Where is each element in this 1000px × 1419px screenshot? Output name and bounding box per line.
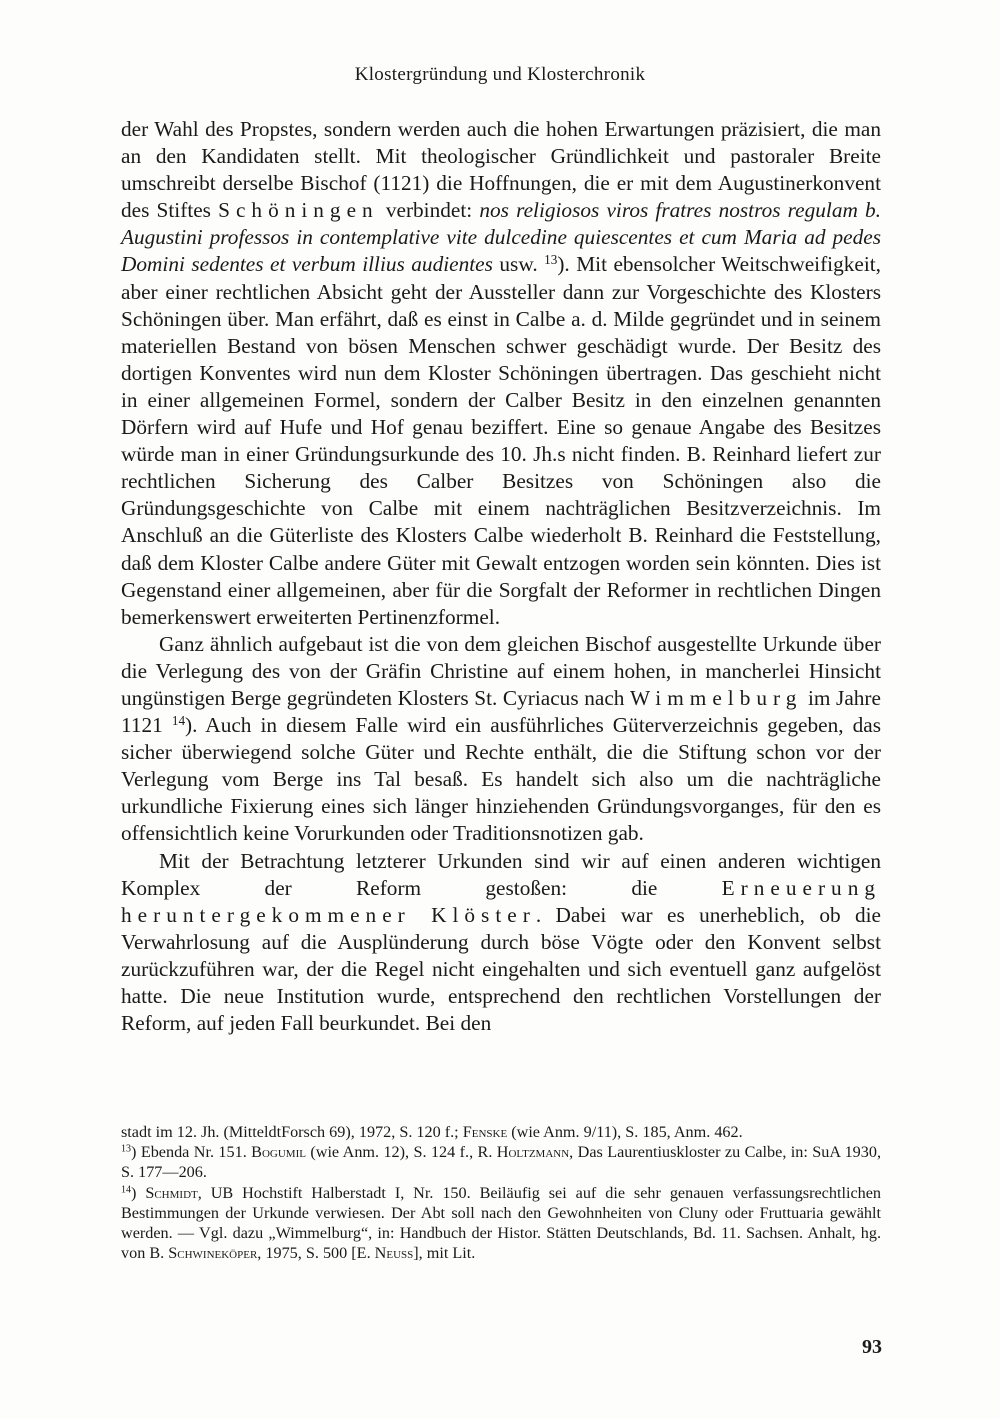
main-text bbox=[121, 116, 881, 1037]
footnote-ref-14: 14 bbox=[171, 712, 186, 728]
author-name: Neuss bbox=[374, 1244, 414, 1263]
footnotes bbox=[121, 1122, 881, 1263]
spaced-emphasis: Erneuerung heruntergekommener Klöster bbox=[121, 875, 881, 927]
paragraph-3: Mit der Betrachtung letzterer Urkunden sind wir auf einen anderen wichtigen Komplex der Reform gestoßen: die Erneuerung heruntergekommener Klöster. Dabei war es unerheblich, ob die Verwahrlosung auf die Ausplünderung durch böse Vögte oder den Konvent selbst zurückzuführen war, der die Regel nicht eingehalten und sich eventuell ganz aufgelöst hatte. Die neue Institution wurde, entsprechend den rechtlichen Vorstellungen der Reform, auf jeden Fall beurkundet. Bei den bbox=[121, 848, 882, 1036]
latin-quotation: nos religiosos viros fratres nostros regulam b. Augustini professos in contemplative vite dulcedine quiescentes et cum Maria ad pedes Domini sedentes et verbum illius audientes bbox=[121, 198, 881, 277]
author-name: Fenske bbox=[462, 1123, 508, 1141]
author-name: Schwineköper bbox=[168, 1244, 258, 1263]
footnote-number: 13 bbox=[121, 1143, 132, 1155]
footnote-continuation: stadt im 12. Jh. (MitteldtForsch 69), 1972, S. 120 f.; Fenske (wie Anm. 9/11), S. 185, Anm. 462. bbox=[121, 1123, 743, 1141]
running-head: Klostergründung und Klosterchronik bbox=[354, 64, 646, 85]
paragraph-2: Ganz ähnlich aufgebaut ist die von dem gleichen Bischof ausgestellte Urkunde über die Verlegung des von der Gräfin Christine auf einem hohen, in mancherlei Hinsicht ungünstigen Berge gegründeten Klosters St. Cyriacus nach Wimmelburg im Jahre 1121 $^{14}$). Auch in diesem Falle wird ein ausführliches Güterverzeichnis gegeben, das sicher überwiegend solche Güter und Rechte enthält, die die Stiftung schon vor der Verlegung vom Berge ins Tal besaß. Es handelt sich also um die nachträgliche urkundliche Fixierung eines sich länger hinziehenden Gründungsvorganges, für den es offensichtlich keine Vorurkunden oder Traditionsnotizen gab. bbox=[121, 631, 881, 846]
page-number: 93 bbox=[862, 1336, 882, 1358]
footnote-number: 14 bbox=[121, 1184, 132, 1196]
paragraph-1: der Wahl des Propstes, sondern werden auch die hohen Erwartungen präzisiert, die man an den Kandidaten stellt. Mit theologischer Gründlichkeit und pastoraler Breite umschreibt derselbe Bischof (1121) die Hoffnungen, die er mit dem Augustinerkonvent des Stiftes Schöningen verbindet: nos religiosos viros fratres nostros regulam b. Augustini professos in contemplative vite dulcedine quiescentes et cum Maria ad pedes Domini sedentes et verbum illius audientes usw. $^{13}$). Mit ebensolcher Weitschweifigkeit, aber einer rechtlichen Absicht geht der Aussteller dann zur Vorgeschichte des Klosters Schöningen über. Man erfährt, daß es einst in Calbe a. d. Milde gegründet und in seinem materiellen Bestand von bösen Menschen schwer geschädigt wurde. Der Besitz des dortigen Konventes wird nun dem Kloster Schöningen übertragen. Das geschieht nicht in einer allgemeinen Formel, sondern der Calber Besitz in den einzelnen genannten Dörfern wird auf Hufe und Hof genau beziffert. Eine so genaue Angabe des Besitzes würde man in einer Gründungsurkunde des 10. Jh.s nicht finden. B. Reinhard liefert zur rechtlichen Sicherung des Calber Besitzes von Schöningen also die Gründungsgeschichte von Calbe mit einem nachträglichen Besitzverzeichnis. Im Anschluß an die Güterliste des Klosters Calbe wiederholt B. Reinhard die Feststellung, daß dem Kloster Calbe andere Güter mit Gewalt entzogen worden sein könnten. Dies ist Gegenstand einer allgemeinen, aber für die Sorgfalt der Reformer in rechtlichen Dingen bemerkenswert erweiterten Pertinenzformel. bbox=[121, 117, 881, 629]
author-name: Holtzmann bbox=[496, 1143, 570, 1162]
footnote-ref-13: 13 bbox=[544, 252, 558, 268]
author-name: Bogumil bbox=[251, 1143, 306, 1162]
footnote-13: $^{13}$) Ebenda Nr. 151. Bogumil (wie Anm. 12), S. 124 f., R. Holtzmann, Das Laurentiuskloster zu Calbe, in: SuA 1930, S. 177—206. bbox=[121, 1143, 881, 1182]
spaced-place-name: Wimmelburg bbox=[630, 685, 803, 710]
author-name: Schmidt bbox=[145, 1183, 198, 1202]
spaced-place-name: Schöningen bbox=[218, 198, 379, 223]
footnote-14: $^{14}$) Schmidt, UB Hochstift Halberstadt I, Nr. 150. Beiläufig sei auf die sehr genauen verfassungsrechtlichen Bestimmungen der Urkunde verwiesen. Der Abt soll nach den Gewohnheiten von Cluny oder Fruttuaria gewählt werden. — Vgl. dazu „Wimmelburg“, in: Handbuch der Histor. Stätten Deutschlands, Bd. 11. Sachsen. Anhalt, hg. von B. Schwineköper, 1975, S. 500 [E. Neuss], mit Lit. bbox=[121, 1183, 881, 1263]
